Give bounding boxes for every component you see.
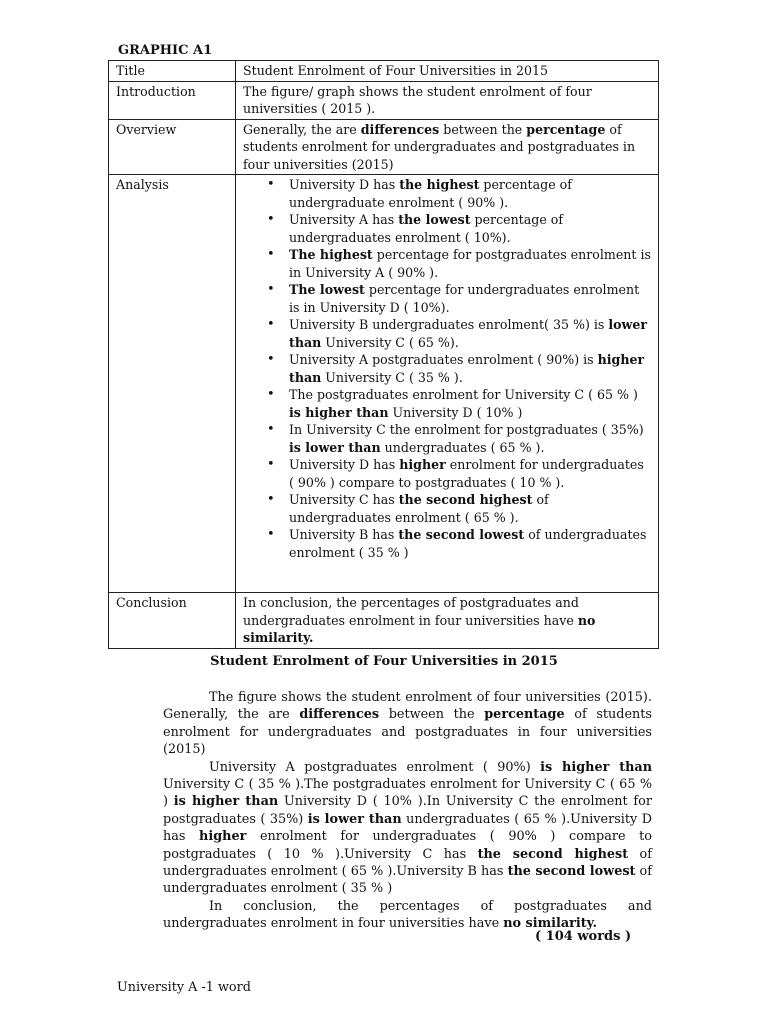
essay-body [163, 689, 652, 933]
conclusion-label: Conclusion [109, 593, 236, 649]
footer-note: University A -1 word [117, 980, 251, 995]
word-count: ( 104 words ) [535, 929, 632, 944]
overview-label: Overview [109, 119, 236, 175]
table-row-title [109, 61, 659, 82]
title-label: Title [109, 61, 236, 82]
list-item: • The highest percentage for postgraduates enrolment is in University A ( 90% ). [289, 246, 652, 281]
list-item: • The lowest percentage for undergraduates enrolment is in University D ( 10%). [289, 281, 652, 316]
list-item: • In University C the enrolment for postgraduates ( 35%) is lower than undergraduates ( 65 % ). [289, 421, 652, 456]
table-row-overview [109, 119, 659, 175]
list-item: • University D has higher enrolment for undergraduates ( 90% ) compare to postgraduates ( 10 % ). [289, 456, 652, 491]
analysis-table [108, 60, 659, 649]
list-item: • University C has the second highest of undergraduates enrolment ( 65 % ). [289, 491, 652, 526]
analysis-value [236, 175, 659, 593]
essay-paragraph-analysis: University A postgraduates enrolment ( 90%) is higher than University C ( 35 % ).The postgraduates enrolment for University C ( 65 % ) is higher than University D ( 10% ).In University C the enrolment for postgraduates ( 35%) is lower than undergraduates ( 65 % ).University D has higher enrolment for undergraduates ( 90% ) compare to postgraduates ( 10 % ).University C has the second highest of undergraduates enrolment ( 65 % ).University B has the second lowest of undergraduates enrolment ( 35 % ) [163, 759, 653, 897]
analysis-label: Analysis [109, 175, 236, 593]
list-item: • University D has the highest percentage of undergraduate enrolment ( 90% ). [289, 176, 652, 211]
list-item: • University B undergraduates enrolment( 35 %) is lower than University C ( 65 %). [289, 316, 652, 351]
list-item: • University A postgraduates enrolment ( 90%) is higher than University C ( 35 % ). [289, 351, 652, 386]
conclusion-value: In conclusion, the percentages of postgraduates and undergraduates enrolment in four universities have no similarity. [236, 593, 659, 649]
table-row-analysis [109, 175, 659, 593]
section-heading: GRAPHIC A1 [118, 43, 213, 58]
table-row-conclusion [109, 593, 659, 649]
overview-value: Generally, the are differences between the percentage of students enrolment for undergraduates and postgraduates in four universities (2015) [236, 119, 659, 175]
list-item: • University A has the lowest percentage of undergraduates enrolment ( 10%). [289, 211, 652, 246]
table-row-introduction [109, 81, 659, 119]
introduction-label: Introduction [109, 81, 236, 119]
analysis-list [243, 176, 652, 561]
title-value: Student Enrolment of Four Universities in 2015 [236, 61, 659, 82]
list-item: • University B has the second lowest of undergraduates enrolment ( 35 % ) [289, 526, 652, 561]
introduction-value: The figure/ graph shows the student enrolment of four universities ( 2015 ). [236, 81, 659, 119]
list-item: • The postgraduates enrolment for University C ( 65 % ) is higher than University D ( 10% ) [289, 386, 652, 421]
essay-title: Student Enrolment of Four Universities in 2015 [210, 654, 558, 669]
essay-paragraph-conclusion: In conclusion, the percentages of postgraduates and undergraduates enrolment in four universities have no similarity. [163, 898, 652, 932]
essay-paragraph-introduction: The figure shows the student enrolment of four universities (2015). Generally, the are differences between the percentage of students enrolment for undergraduates and postgraduates in four universities (2015) [163, 690, 652, 758]
